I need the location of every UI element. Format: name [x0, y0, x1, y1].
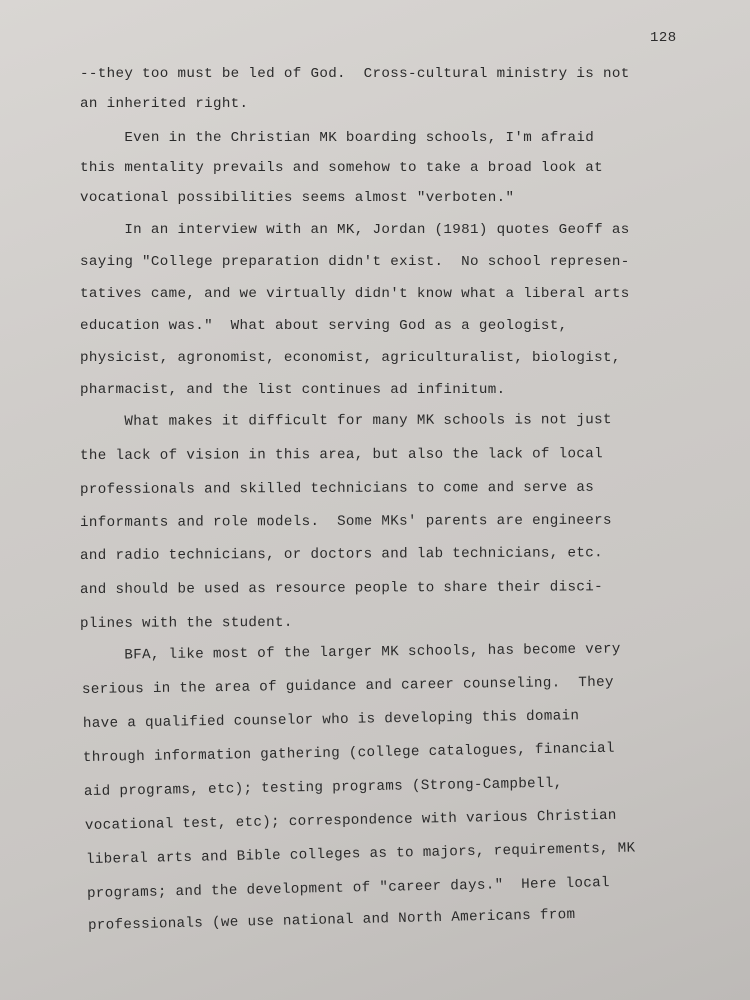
- text-line: an inherited right.: [80, 96, 249, 112]
- page-number: 128: [650, 30, 677, 46]
- text-line: physicist, agronomist, economist, agriculturalist, biologist,: [80, 350, 621, 366]
- text-line: Even in the Christian MK boarding schools, I'm afraid: [80, 130, 595, 146]
- text-line: aid programs, etc); testing programs (Strong-Campbell,: [83, 775, 563, 800]
- text-line: In an interview with an MK, Jordan (1981) quotes Geoff as: [80, 222, 630, 238]
- text-line: saying "College preparation didn't exist. No school represen-: [80, 254, 630, 270]
- text-line: informants and role models. Some MKs' parents are engineers: [79, 512, 612, 531]
- text-line: programs; and the development of "career days." Here local: [86, 875, 611, 902]
- text-line: vocational possibilities seems almost "verboten.": [80, 190, 515, 206]
- text-line: vocational test, etc); correspondence with various Christian: [84, 807, 617, 834]
- text-line: have a qualified counselor who is developing this domain: [82, 708, 580, 732]
- text-line: this mentality prevails and somehow to take a broad look at: [80, 160, 603, 176]
- text-line: liberal arts and Bible colleges as to majors, requirements, MK: [85, 840, 636, 868]
- text-line: the lack of vision in this area, but also the lack of local: [79, 446, 603, 464]
- text-line: education was." What about serving God as a geologist,: [80, 318, 568, 334]
- text-line: and should be used as resource people to share their disci-: [79, 579, 604, 598]
- text-line: professionals (we use national and North Americans from: [87, 906, 576, 934]
- text-line: pharmacist, and the list continues ad infinitum.: [80, 382, 506, 398]
- text-line: serious in the area of guidance and career counseling. They: [81, 674, 614, 698]
- text-line: What makes it difficult for many MK schools is not just: [79, 412, 612, 430]
- text-line: professionals and skilled technicians to come and serve as: [79, 479, 595, 498]
- text-line: plines with the student.: [79, 614, 293, 632]
- text-line: through information gathering (college catalogues, financial: [82, 740, 615, 766]
- text-line: --they too must be led of God. Cross-cultural ministry is not: [80, 66, 630, 82]
- text-line: and radio technicians, or doctors and lab technicians, etc.: [79, 545, 604, 564]
- text-line: tatives came, and we virtually didn't know what a liberal arts: [80, 286, 630, 302]
- text-line: BFA, like most of the larger MK schools, has become very: [79, 641, 621, 664]
